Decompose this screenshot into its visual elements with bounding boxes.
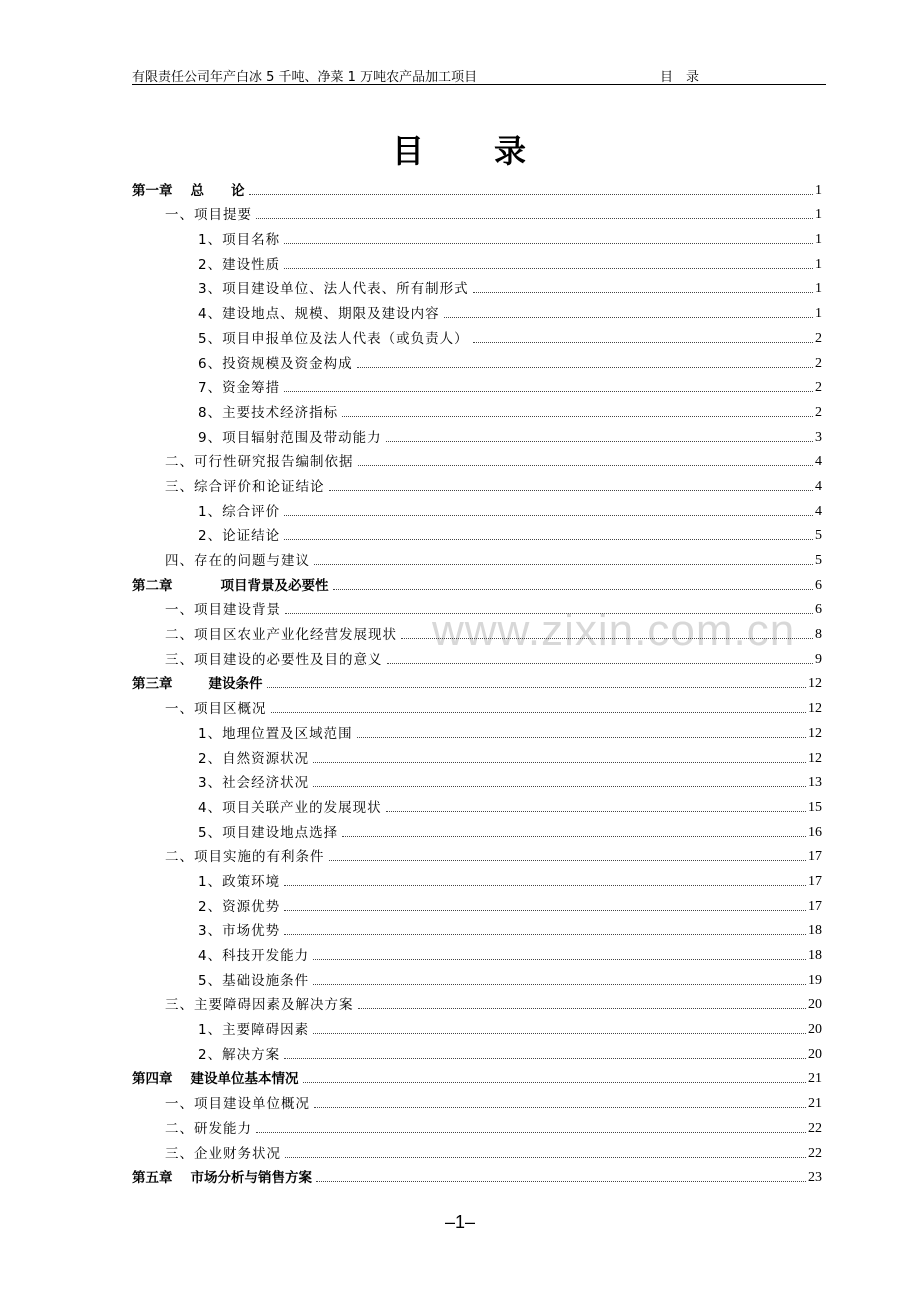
toc-page-number: 1	[815, 256, 822, 272]
toc-entry-label: 2、论证结论	[198, 528, 281, 545]
toc-entry-label: 二、项目区农业产业化经营发展现状	[165, 627, 397, 644]
toc-entry-label	[132, 1166, 312, 1186]
dot-leader	[357, 737, 806, 738]
toc-entry-label: 2、资源优势	[198, 898, 281, 915]
dot-leader	[284, 268, 813, 269]
toc-page-number: 1	[815, 281, 822, 297]
toc-page-number: 12	[808, 725, 822, 741]
dot-leader	[473, 292, 813, 293]
toc-page-number: 18	[808, 948, 822, 963]
dot-leader	[313, 959, 806, 960]
toc-chapter-entry[interactable]	[132, 1063, 822, 1088]
toc-entry[interactable]	[132, 841, 822, 866]
toc-page-number: 17	[808, 898, 822, 914]
dot-leader	[386, 811, 806, 812]
toc-entry-label: 3、社会经济状况	[198, 775, 310, 792]
dot-leader	[271, 712, 807, 713]
toc-entry-label: 1、地理位置及区域范围	[198, 725, 353, 742]
dot-leader	[313, 1033, 806, 1034]
dot-leader	[267, 687, 807, 688]
toc-entry-label: 二、可行性研究报告编制依据	[165, 454, 354, 471]
dot-leader	[314, 1107, 806, 1108]
toc-entry-label: 三、主要障碍因素及解决方案	[165, 997, 354, 1014]
toc-page-number: 6	[815, 602, 822, 618]
toc-entry[interactable]	[132, 544, 822, 569]
toc-entry-label: 四、存在的问题与建议	[165, 553, 310, 569]
toc-page-number: 1	[815, 232, 822, 248]
toc-entry[interactable]	[132, 421, 822, 446]
toc-chapter-number: 第四章	[132, 1071, 173, 1088]
toc-chapter-number: 第二章	[132, 577, 173, 594]
toc-page-number: 18	[808, 923, 822, 939]
dot-leader	[284, 1058, 806, 1059]
dot-leader	[444, 317, 813, 318]
toc-entry-label: 7、资金筹措	[198, 380, 281, 397]
toc-entry[interactable]	[132, 396, 822, 421]
toc-entry-label: 二、研发能力	[165, 1120, 252, 1137]
toc-chapter-entry[interactable]	[132, 668, 822, 693]
dot-leader	[342, 416, 813, 417]
dot-leader	[333, 589, 814, 590]
toc-entry-label: 9、项目辐射范围及带动能力	[198, 429, 382, 446]
dot-leader	[249, 194, 814, 195]
dot-leader	[358, 465, 814, 466]
toc-entry-label: 1、政策环境	[198, 873, 281, 890]
toc-entry[interactable]	[132, 717, 822, 742]
toc-entry[interactable]	[132, 223, 822, 248]
toc-entry[interactable]	[132, 322, 822, 347]
toc-page-number: 20	[808, 1046, 822, 1062]
toc-chapter-entry[interactable]	[132, 569, 822, 594]
dot-leader	[357, 367, 813, 368]
page-number: –1–	[444, 1212, 476, 1232]
toc-entry-label: 6、投资规模及资金构成	[198, 355, 353, 372]
dot-leader	[342, 836, 806, 837]
toc-entry[interactable]	[132, 495, 822, 520]
toc-entry[interactable]	[132, 865, 822, 890]
toc-entry-label	[132, 574, 329, 594]
toc-entry-label: 2、建设性质	[198, 256, 281, 273]
toc-chapter-title: 建设条件	[208, 676, 263, 693]
toc-entry-label: 4、建设地点、规模、期限及建设内容	[198, 306, 440, 323]
toc-entry[interactable]	[132, 767, 822, 792]
dot-leader	[313, 762, 806, 763]
toc-entry-label	[132, 179, 245, 199]
page-title: 目 录	[391, 132, 528, 170]
toc-page-number: 6	[815, 577, 822, 593]
dot-leader	[313, 984, 806, 985]
toc-entry[interactable]	[132, 618, 822, 643]
toc-entry-label: 5、基础设施条件	[198, 972, 310, 989]
dot-leader	[284, 539, 813, 540]
toc-entry[interactable]	[132, 594, 822, 619]
dot-leader	[284, 910, 806, 911]
dot-leader	[401, 638, 813, 639]
watermark: www.zixin.com.cn	[432, 606, 796, 655]
toc-chapter-number: 第三章	[132, 676, 173, 693]
dot-leader	[358, 1008, 807, 1009]
toc-entry[interactable]	[132, 964, 822, 989]
toc-page-number: 20	[808, 1022, 822, 1038]
toc-page-number: 12	[808, 701, 822, 717]
toc-entry-label: 三、综合评价和论证结论	[165, 478, 325, 495]
toc-entry-label: 8、主要技术经济指标	[198, 404, 339, 421]
toc-chapter-title: 项目背景及必要性	[220, 577, 329, 594]
toc-entry[interactable]	[132, 273, 822, 298]
toc-entry[interactable]	[132, 939, 822, 964]
toc-entry[interactable]	[132, 816, 822, 841]
toc-entry[interactable]	[132, 446, 822, 471]
toc-page-number: 17	[808, 849, 822, 865]
dot-leader	[314, 564, 813, 565]
dot-leader	[256, 1132, 806, 1133]
toc-entry[interactable]	[132, 1013, 822, 1038]
dot-leader	[284, 885, 806, 886]
dot-leader	[285, 613, 813, 614]
toc-page-number: 5	[815, 553, 822, 568]
toc-page-number: 22	[808, 1120, 822, 1136]
toc-chapter-title: 总 论	[190, 182, 245, 199]
dot-leader	[329, 490, 814, 491]
toc-page-number: 4	[815, 503, 822, 519]
toc-entry[interactable]	[132, 199, 822, 224]
toc-entry-label: 4、项目关联产业的发展现状	[198, 799, 382, 816]
toc-page-number: 1	[815, 306, 822, 322]
dot-leader	[284, 934, 806, 935]
toc-chapter-title: 建设单位基本情况	[190, 1071, 299, 1088]
header-section-title: 目 录	[660, 70, 700, 85]
dot-leader	[256, 218, 813, 219]
toc-entry-label: 1、综合评价	[198, 503, 281, 520]
toc-page-number: 12	[808, 676, 822, 692]
dot-leader	[303, 1082, 807, 1083]
toc-entry-label: 4、科技开发能力	[198, 948, 310, 964]
toc-entry[interactable]	[132, 1038, 822, 1063]
toc-page-number: 15	[808, 799, 822, 815]
dot-leader	[329, 860, 807, 861]
toc-page-number: 19	[808, 972, 822, 988]
toc-chapter-title: 市场分析与销售方案	[190, 1170, 312, 1187]
header-document-title: 有限责任公司年产白冰 5 千吨、净菜 1 万吨农产品加工项目	[132, 70, 478, 85]
toc-chapter-entry[interactable]	[132, 1162, 822, 1187]
toc-entry[interactable]	[132, 347, 822, 372]
dot-leader	[473, 342, 813, 343]
running-header	[132, 64, 826, 85]
toc-entry-label: 2、解决方案	[198, 1046, 281, 1063]
toc-entry-label: 5、项目申报单位及法人代表（或负责人）	[198, 330, 469, 347]
toc-entry[interactable]	[132, 915, 822, 940]
toc-page-number: 1	[815, 182, 822, 198]
toc-entry-label: 1、主要障碍因素	[198, 1022, 310, 1039]
toc-entry[interactable]	[132, 520, 822, 545]
toc-page-number: 23	[808, 1170, 822, 1186]
toc-entry[interactable]	[132, 890, 822, 915]
toc-page-number: 2	[815, 404, 822, 420]
dot-leader	[316, 1181, 806, 1182]
toc-page-number: 1	[815, 207, 822, 223]
toc-page-number: 3	[815, 429, 822, 445]
toc-page-number: 13	[808, 775, 822, 791]
toc-entry[interactable]	[132, 372, 822, 397]
toc-entry-label: 3、项目建设单位、法人代表、所有制形式	[198, 281, 469, 298]
toc-page-number: 5	[815, 528, 822, 544]
dot-leader	[313, 786, 806, 787]
toc-page-number: 2	[815, 380, 822, 396]
toc-page-number: 4	[815, 478, 822, 494]
toc-entry-label: 一、项目建设单位概况	[165, 1096, 310, 1113]
toc-entry-label: 1、项目名称	[198, 232, 281, 249]
toc-entry[interactable]	[132, 1137, 822, 1162]
toc-page-number: 22	[808, 1145, 822, 1161]
toc-page-number: 8	[815, 627, 822, 643]
toc-page-number: 20	[808, 997, 822, 1013]
toc-entry-label: 一、项目建设背景	[165, 602, 281, 619]
toc-entry[interactable]	[132, 989, 822, 1014]
toc-page-number: 16	[808, 824, 822, 840]
toc-entry[interactable]	[132, 1087, 822, 1112]
toc-entry[interactable]	[132, 692, 822, 717]
toc-entry-label: 二、项目实施的有利条件	[165, 849, 325, 866]
toc-entry-label: 5、项目建设地点选择	[198, 824, 339, 841]
dot-leader	[387, 663, 814, 664]
dot-leader	[285, 1157, 806, 1158]
toc-chapter-number: 第五章	[132, 1170, 173, 1187]
dot-leader	[284, 515, 813, 516]
toc-entry[interactable]	[132, 791, 822, 816]
toc-entry[interactable]	[132, 643, 822, 668]
toc-entry[interactable]	[132, 1112, 822, 1137]
toc-page-number: 9	[815, 651, 822, 667]
toc-entry-label	[132, 672, 263, 692]
toc-page-number: 21	[808, 1071, 822, 1087]
toc-page-number: 12	[808, 750, 822, 766]
toc-page-number: 17	[808, 873, 822, 889]
toc-entry[interactable]	[132, 470, 822, 495]
toc-entry-label: 三、项目建设的必要性及目的意义	[165, 651, 383, 668]
toc-page-number: 4	[815, 454, 822, 470]
dot-leader	[386, 441, 813, 442]
toc-chapter-number: 第一章	[132, 182, 173, 199]
toc-entry-label: 一、项目区概况	[165, 701, 267, 718]
dot-leader	[284, 243, 813, 244]
toc-entry[interactable]	[132, 297, 822, 322]
table-of-contents	[132, 174, 822, 1186]
toc-chapter-entry[interactable]	[132, 174, 822, 199]
toc-page-number: 2	[815, 330, 822, 346]
toc-entry-label	[132, 1067, 299, 1087]
dot-leader	[284, 391, 813, 392]
toc-entry[interactable]	[132, 742, 822, 767]
toc-page-number: 21	[808, 1096, 822, 1112]
toc-entry-label: 3、市场优势	[198, 923, 281, 940]
toc-entry-label: 三、企业财务状况	[165, 1145, 281, 1162]
toc-page-number: 2	[815, 355, 822, 371]
toc-entry[interactable]	[132, 248, 822, 273]
toc-entry-label: 一、项目提要	[165, 207, 252, 224]
toc-entry-label: 2、自然资源状况	[198, 750, 310, 767]
